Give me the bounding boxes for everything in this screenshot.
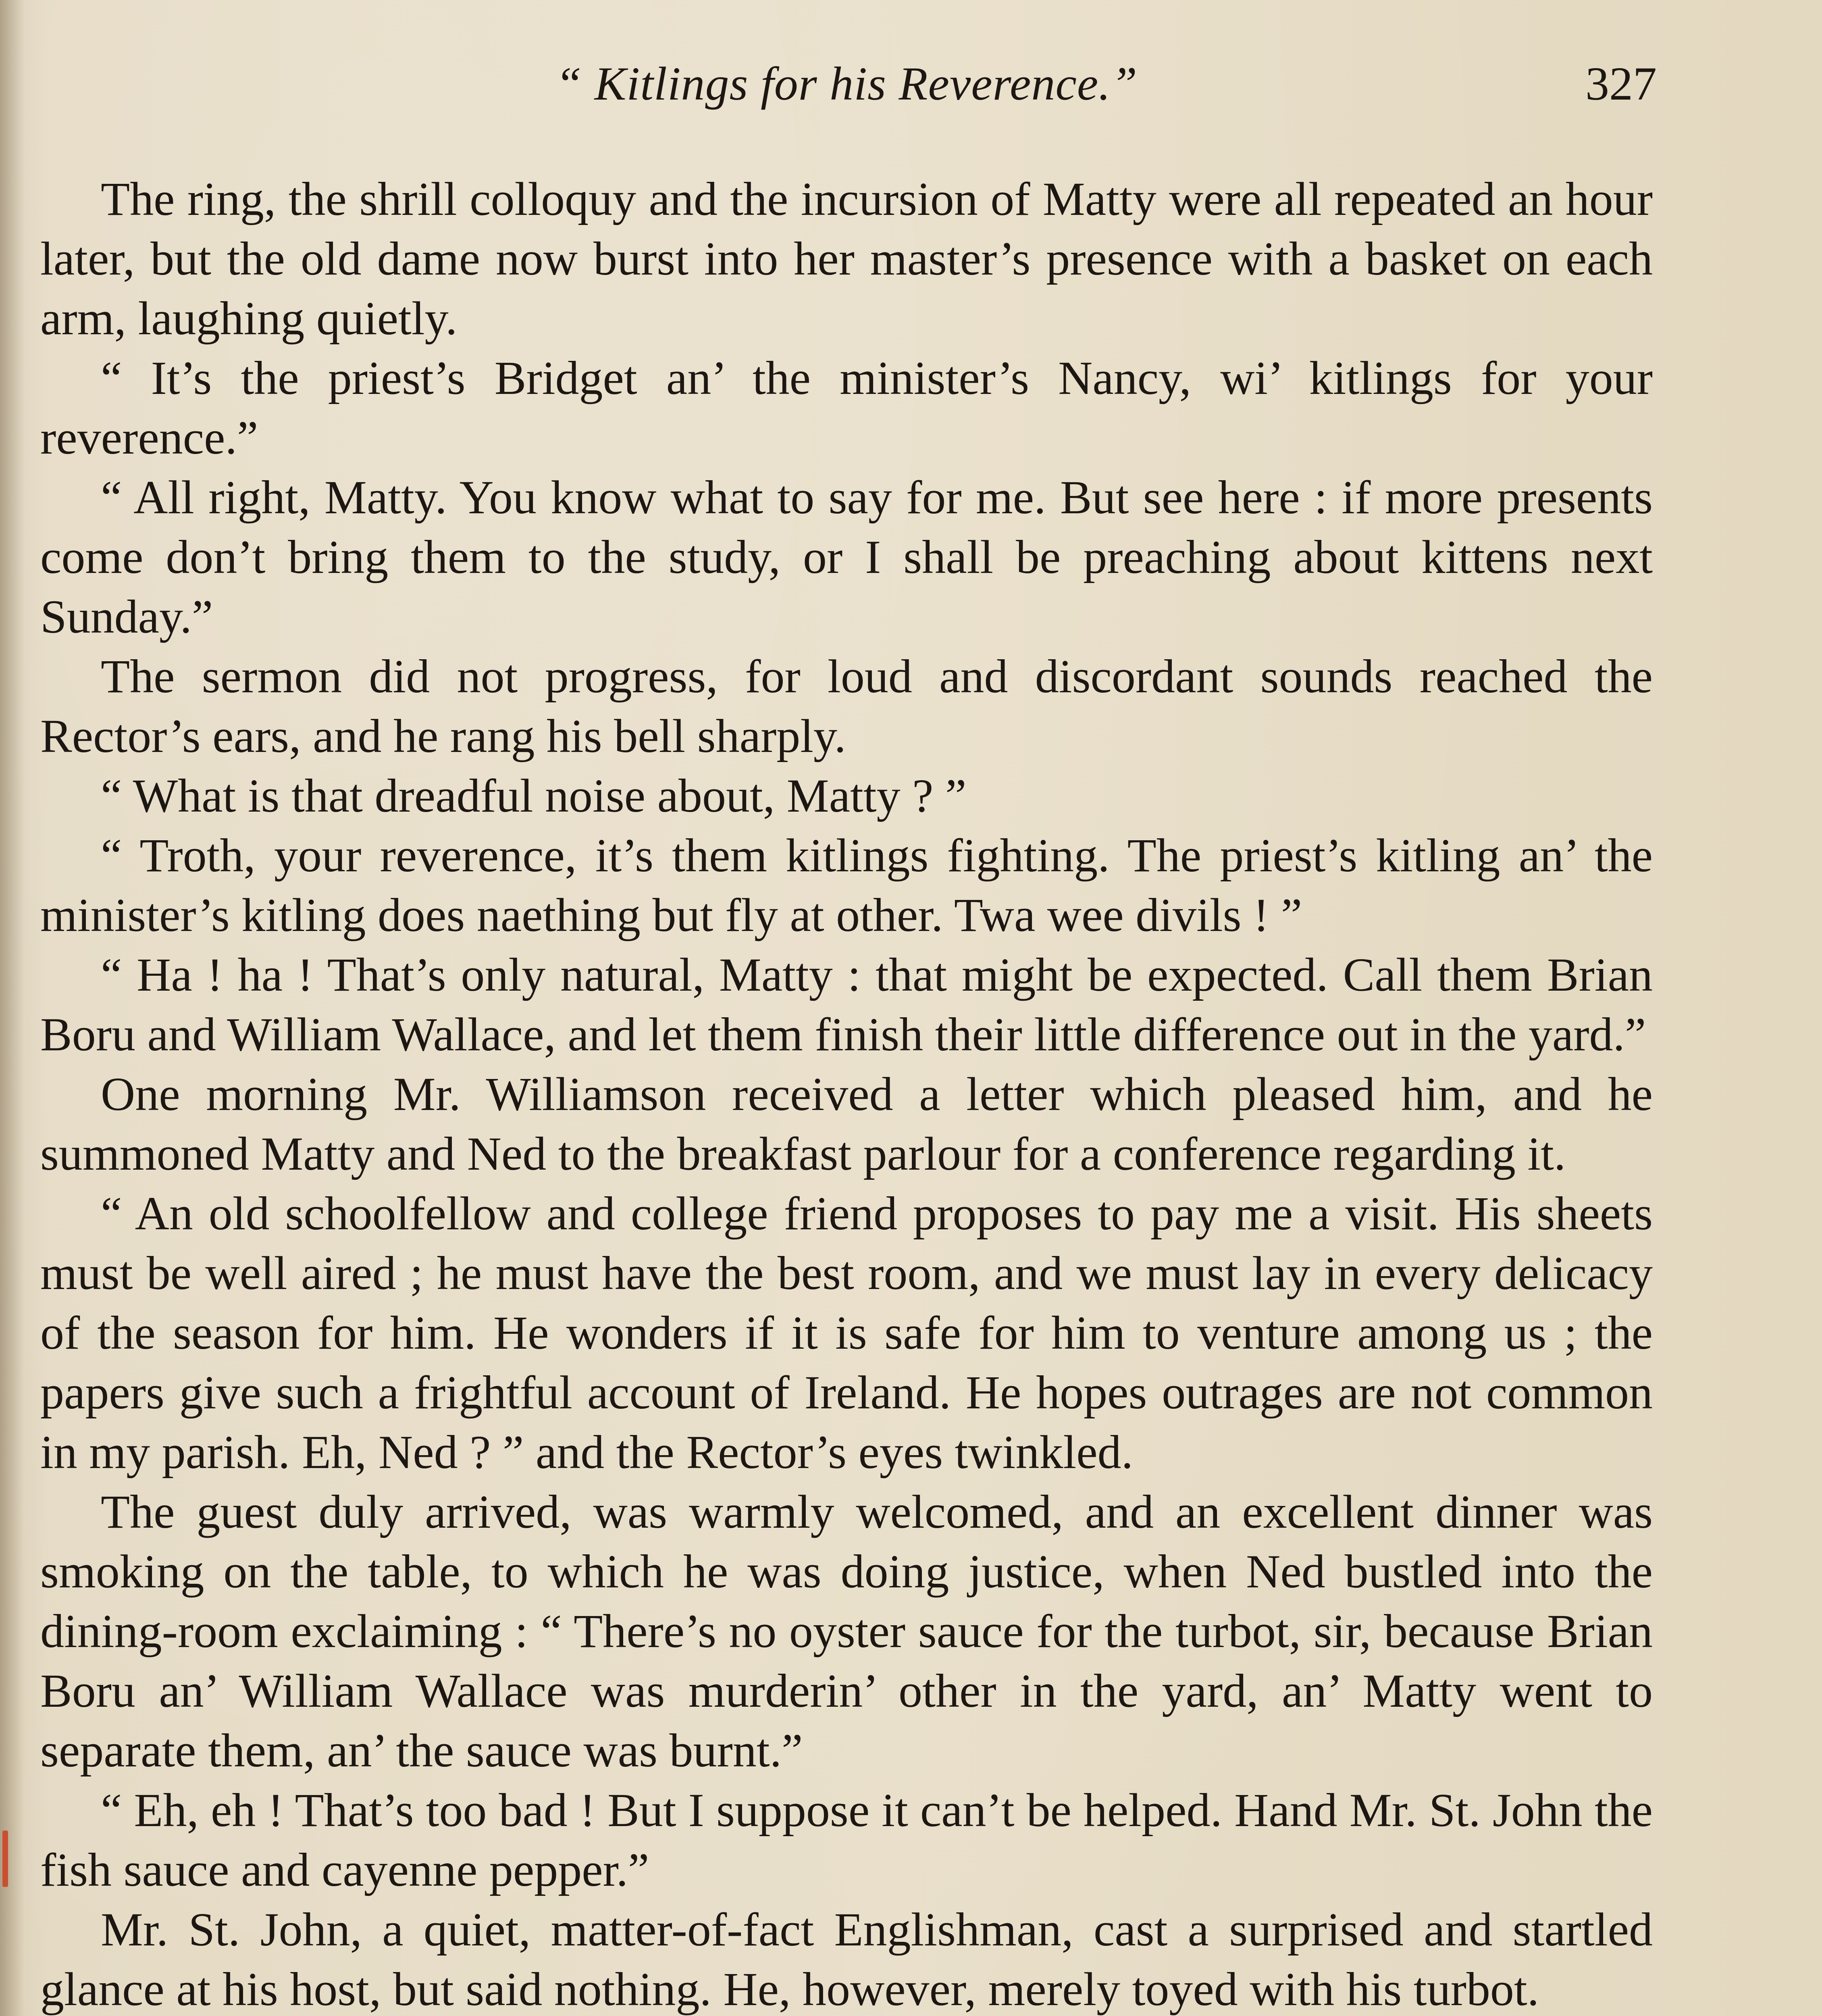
paragraph: Mr. St. John, a quiet, matter-of-fact Englishman, cast a surprised and startled glance at his host, but said nothing. He, however, merely toyed with his turbot. (40, 1903, 1653, 2016)
paragraph: The ring, the shrill colloquy and the incursion of Matty were all repeated an hour later, but the old dame now burst into her master’s presence with a basket on each arm, laughing quietly. (40, 173, 1653, 345)
margin-mark (2, 1831, 8, 1887)
gutter-shadow (0, 0, 24, 2016)
paragraph: “ Troth, your reverence, it’s them kitlings fighting. The priest’s kitling an’ the minister’s kitling does naething but fly at other. Twa wee divils ! ” (40, 829, 1653, 941)
paragraph: One morning Mr. Williamson received a letter which pleased him, and he summoned Matty and Ned to the breakfast parlour for a conference regarding it. (40, 1068, 1653, 1180)
body-text (40, 169, 1653, 2016)
paragraph: “ What is that dreadful noise about, Matty ? ” (101, 769, 967, 822)
paragraph: “ All right, Matty. You know what to say for me. But see here : if more presents come don’t bring them to the study, or I shall be preaching about kittens next Sunday.” (40, 471, 1653, 643)
paragraph: “ Ha ! ha ! That’s only natural, Matty : that might be expected. Call them Brian Boru and William Wallace, and let them finish their little difference out in the yard.” (40, 948, 1653, 1061)
running-title: “ Kitlings for his Reverence.” (555, 57, 1138, 110)
paragraph: “ It’s the priest’s Bridget an’ the minister’s Nancy, wi’ kitlings for your reverence.” (40, 352, 1653, 464)
page-number: 327 (1585, 57, 1657, 110)
paragraph: The sermon did not progress, for loud and discordant sounds reached the Rector’s ears, and he rang his bell sharply. (40, 650, 1653, 762)
page-header (40, 56, 1657, 137)
paragraph: The guest duly arrived, was warmly welcomed, and an excellent dinner was smoking on the table, to which he was doing justice, when Ned bustled into the dining-room exclaiming : “ There’s no oyster sauce for the turbot, sir, because Brian Boru an’ William Wallace was murderin’ other in the yard, an’ Matty went to separate them, an’ the sauce was burnt.” (40, 1485, 1653, 1777)
paragraph: “ An old schoolfellow and college friend proposes to pay me a visit. His sheets must be well aired ; he must have the best room, and we must lay in every delicacy of the season for him. He wonders if it is safe for him to venture among us ; the papers give such a frightful account of Ireland. He hopes outrages are not common in my parish. Eh, Ned ? ” and the Rector’s eyes twinkled. (40, 1187, 1653, 1479)
paragraph: “ Eh, eh ! That’s too bad ! But I suppose it can’t be helped. Hand Mr. St. John the fish sauce and cayenne pepper.” (40, 1784, 1653, 1896)
